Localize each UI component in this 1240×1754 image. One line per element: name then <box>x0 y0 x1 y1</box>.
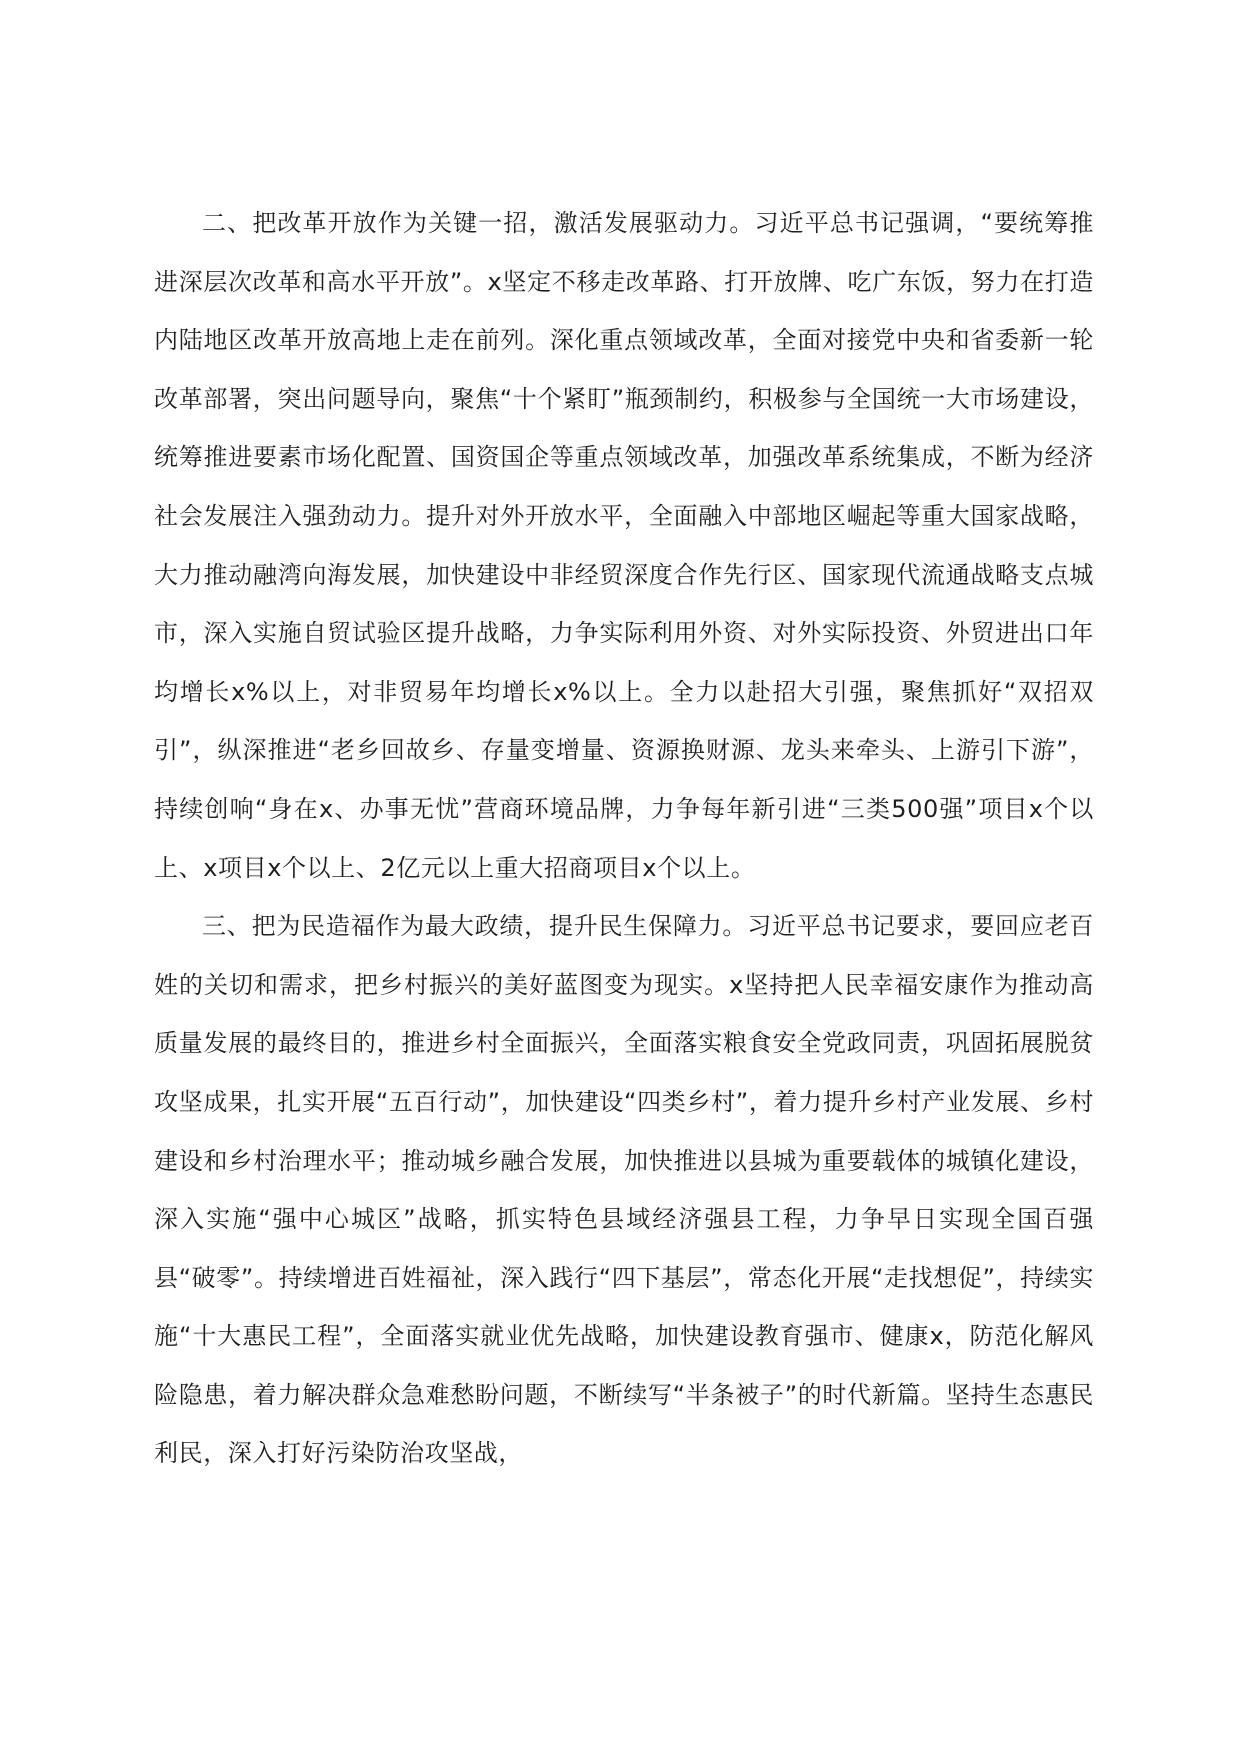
paragraph-reform-opening: 二、把改革开放作为关键一招，激活发展驱动力。习近平总书记强调，“要统筹推进深层次改革和高水平开放”。x坚定不移走改革路、打开放牌、吃广东饭，努力在打造内陆地区改革开放高地上走在前列。深化重点领域改革，全面对接党中央和省委新一轮改革部署，突出问题导向，聚焦“十个紧盯”瓶颈制约，积极参与全国统一大市场建设，统筹推进要素市场化配置、国资国企等重点领域改革，加强改革系统集成，不断为经济社会发展注入强劲动力。提升对外开放水平，全面融入中部地区崛起等重大国家战略，大力推动融湾向海发展，加快建设中非经贸深度合作先行区、国家现代流通战略支点城市，深入实施自贸试验区提升战略，力争实际利用外资、对外实际投资、外贸进出口年均增长x%以上，对非贸易年均增长x%以上。全力以赴招大引强，聚焦抓好“双招双引”，纵深推进“老乡回故乡、存量变增量、资源换财源、龙头来牵头、上游引下游”，持续创响“身在x、办事无忧”营商环境品牌，力争每年新引进“三类500强”项目x个以上、x项目x个以上、2亿元以上重大招商项目x个以上。 <box>154 209 1094 882</box>
paragraph-people-welfare: 三、把为民造福作为最大政绩，提升民生保障力。习近平总书记要求，要回应老百姓的关切和需求，把乡村振兴的美好蓝图变为现实。x坚持把人民幸福安康作为推动高质量发展的最终目的，推进乡村全面振兴，全面落实粮食安全党政同责，巩固拓展脱贫攻坚成果，扎实开展“五百行动”，加快建设“四类乡村”，着力提升乡村产业发展、乡村建设和乡村治理水平；推动城乡融合发展，加快推进以县城为重要载体的城镇化建设，深入实施“强中心城区”战略，抓实特色县域经济强县工程，力争早日实现全国百强县“破零”。持续增进百姓福祉，深入践行“四下基层”，常态化开展“走找想促”，持续实施“十大惠民工程”，全面落实就业优先战略，加快建设教育强市、健康x，防范化解风险隐患，着力解决群众急难愁盼问题，不断续写“半条被子”的时代新篇。坚持生态惠民利民，深入打好污染防治攻坚战， <box>154 912 1094 1468</box>
document-body <box>154 194 1094 1483</box>
